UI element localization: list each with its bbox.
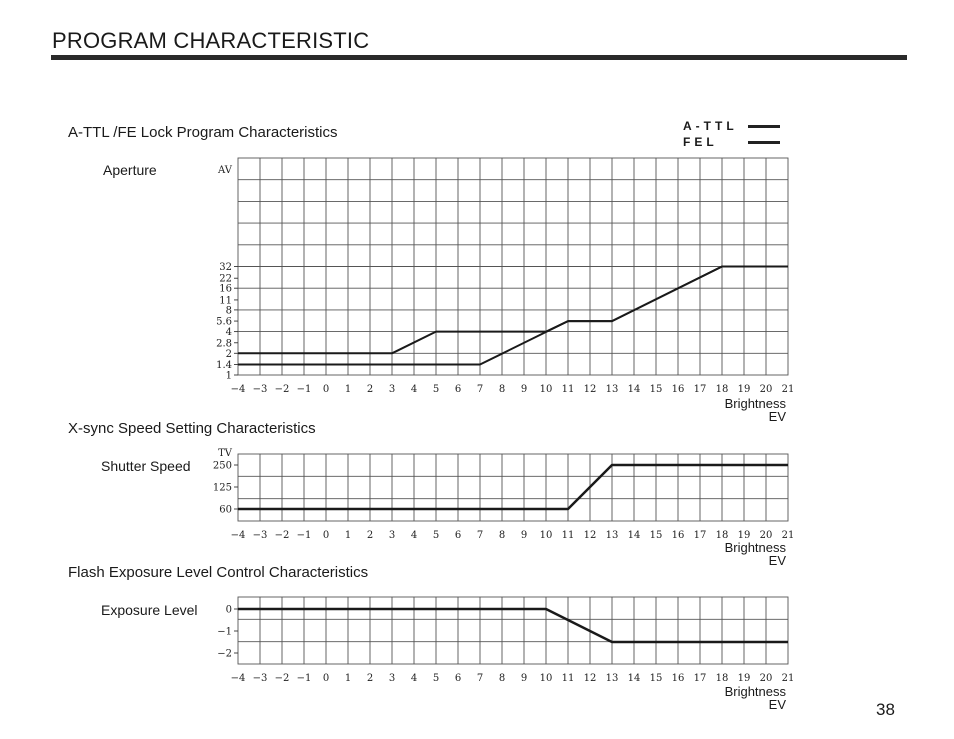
chart1-y-tick-label: 5.6 — [216, 316, 232, 328]
chart2-x-tick-label: 6 — [454, 530, 462, 541]
chart3-x-tick-label: 13 — [605, 673, 619, 684]
chart2-x-tick-label: 20 — [759, 530, 773, 541]
chart2-title: X-sync Speed Setting Characteristics — [68, 420, 316, 437]
chart1-x-tick-label: −3 — [252, 384, 268, 395]
chart3-x-tick-label: 19 — [737, 673, 751, 684]
chart1-x-tick-label: 0 — [322, 384, 330, 395]
chart1-y-tick-label: 2 — [225, 348, 232, 360]
chart3-x-tick-label: 18 — [715, 673, 729, 684]
chart2-brightness: Brightness — [724, 540, 786, 555]
chart2-ylabel: Shutter Speed — [101, 458, 191, 474]
chart3-x-tick-label: 14 — [627, 673, 641, 684]
chart1-x-tick-label: 12 — [583, 384, 597, 395]
chart2-x-tick-label: 10 — [539, 530, 553, 541]
chart1-ylabel: Aperture — [103, 162, 157, 178]
chart2-x-tick-label: 11 — [561, 530, 575, 541]
chart2-y-tick-label: 60 — [219, 504, 232, 516]
chart2-x-tick-label: −1 — [296, 530, 312, 541]
chart3-x-tick-label: −2 — [274, 673, 290, 684]
chart3-x-tick-label: 4 — [410, 673, 418, 684]
chart2-x-tick-label: 9 — [520, 530, 528, 541]
chart3-x-tick-label: 7 — [476, 673, 484, 684]
chart1-y-tick-label: 32 — [219, 262, 232, 273]
chart3-brightness: Brightness — [724, 684, 786, 699]
chart1-x-tick-label: 5 — [432, 384, 440, 395]
chart3-frame — [238, 597, 788, 664]
chart1-x-tick-label: 6 — [454, 384, 462, 395]
chart2-x-tick-label: 18 — [715, 530, 729, 541]
chart3-y-tick-label: −1 — [217, 626, 232, 638]
chart1-x-tick-label: 17 — [693, 384, 707, 395]
chart3-x-tick-label: 0 — [322, 673, 330, 684]
chart1-y-tick-label: 22 — [219, 273, 232, 285]
chart1-y-tick-label: 1.4 — [216, 359, 232, 371]
chart3-x-tick-label: −1 — [296, 673, 312, 684]
chart3-ev: EV — [768, 697, 786, 712]
chart2-x-tick-label: 4 — [410, 530, 418, 541]
chart3-series-line — [238, 609, 788, 642]
chart2-series-line — [238, 465, 788, 509]
chart2-x-tick-label: 16 — [671, 530, 685, 541]
chart1-x-tick-label: 4 — [410, 384, 418, 395]
chart3-y-tick-label: −2 — [217, 648, 232, 660]
chart2-x-tick-label: 2 — [366, 530, 374, 541]
chart1-x-tick-label: 8 — [498, 384, 506, 395]
chart1-x-tick-label: 18 — [715, 384, 729, 395]
chart1-x-tick-label: 21 — [781, 384, 795, 395]
chart3-x-tick-label: 9 — [520, 673, 528, 684]
chart1-x-tick-label: 11 — [561, 384, 575, 395]
chart2-x-tick-label: 0 — [322, 530, 330, 541]
chart2-y-tick-label: 250 — [212, 460, 232, 472]
chart3-x-tick-label: 8 — [498, 673, 506, 684]
chart3-x-tick-label: 17 — [693, 673, 707, 684]
chart1-x-tick-label: −1 — [296, 384, 312, 395]
chart1-x-tick-label: 20 — [759, 384, 773, 395]
legend-attl-label: A-TTL — [683, 119, 738, 133]
chart1-x-tick-label: 19 — [737, 384, 751, 395]
chart3-x-tick-label: 10 — [539, 673, 553, 684]
chart3-x-tick-label: 12 — [583, 673, 597, 684]
chart1-ev: EV — [768, 409, 786, 424]
chart3-x-tick-label: 5 — [432, 673, 440, 684]
chart3-ylabel: Exposure Level — [101, 602, 198, 618]
chart1-y-tick-label: 16 — [219, 283, 232, 295]
chart2-x-tick-label: 1 — [344, 530, 352, 541]
chart3-x-tick-label: 3 — [388, 673, 396, 684]
chart2-y-unit: TV — [218, 448, 232, 459]
chart3-title: Flash Exposure Level Control Characteristics — [68, 564, 369, 581]
chart2-x-tick-label: 15 — [649, 530, 663, 541]
chart1-x-tick-label: −4 — [230, 384, 246, 395]
chart1-x-tick-label: 3 — [388, 384, 396, 395]
chart2-x-tick-label: 13 — [605, 530, 619, 541]
chart1-x-tick-label: 2 — [366, 384, 374, 395]
chart3-x-tick-label: −3 — [252, 673, 268, 684]
chart2-ev: EV — [768, 553, 786, 568]
chart1-y-tick-label: 11 — [219, 295, 232, 307]
chart3-x-tick-label: 6 — [454, 673, 462, 684]
chart3-y-tick-label: 0 — [225, 604, 232, 616]
chart1-x-tick-label: 14 — [627, 384, 641, 395]
legend-fel-label: FEL — [683, 135, 718, 149]
chart2-x-tick-label: 17 — [693, 530, 707, 541]
chart2-x-tick-label: 21 — [781, 530, 795, 541]
chart1-y-tick-label: 4 — [225, 327, 232, 339]
page-number: 38 — [876, 700, 895, 719]
chart2-x-tick-label: 5 — [432, 530, 440, 541]
chart1-x-tick-label: 7 — [476, 384, 484, 395]
chart1-x-tick-label: 13 — [605, 384, 619, 395]
chart3-x-tick-label: −4 — [230, 673, 246, 684]
chart1-x-tick-label: 16 — [671, 384, 685, 395]
chart2-x-tick-label: −3 — [252, 530, 268, 541]
chart3-x-tick-label: 1 — [344, 673, 352, 684]
chart1-y-tick-label: 2.8 — [216, 338, 232, 350]
chart2-x-tick-label: −2 — [274, 530, 290, 541]
chart2-x-tick-label: 12 — [583, 530, 597, 541]
chart2-x-tick-label: 8 — [498, 530, 506, 541]
chart2-x-tick-label: 3 — [388, 530, 396, 541]
chart2-x-tick-label: 19 — [737, 530, 751, 541]
chart3-x-tick-label: 2 — [366, 673, 374, 684]
chart3-x-tick-label: 16 — [671, 673, 685, 684]
chart1-title: A-TTL /FE Lock Program Characteristics — [68, 124, 338, 141]
chart3-x-tick-label: 15 — [649, 673, 663, 684]
chart1-y-unit: AV — [218, 165, 232, 176]
chart3-x-tick-label: 21 — [781, 673, 795, 684]
chart2-x-tick-label: −4 — [230, 530, 246, 541]
chart2-x-tick-label: 7 — [476, 530, 484, 541]
chart1-y-tick-label: 8 — [225, 305, 232, 317]
chart3-x-tick-label: 11 — [561, 673, 575, 684]
chart3-x-tick-label: 20 — [759, 673, 773, 684]
chart2-x-tick-label: 14 — [627, 530, 641, 541]
chart1-x-tick-label: 15 — [649, 384, 663, 395]
chart1-x-tick-label: −2 — [274, 384, 290, 395]
chart1-brightness: Brightness — [724, 396, 786, 411]
chart1-y-tick-label: 1 — [225, 370, 232, 382]
page-title: PROGRAM CHARACTERISTIC — [52, 28, 370, 53]
chart1-x-tick-label: 1 — [344, 384, 352, 395]
chart1-x-tick-label: 9 — [520, 384, 528, 395]
chart1-x-tick-label: 10 — [539, 384, 553, 395]
chart2-y-tick-label: 125 — [212, 482, 232, 494]
chart1-series-fel — [238, 267, 788, 365]
